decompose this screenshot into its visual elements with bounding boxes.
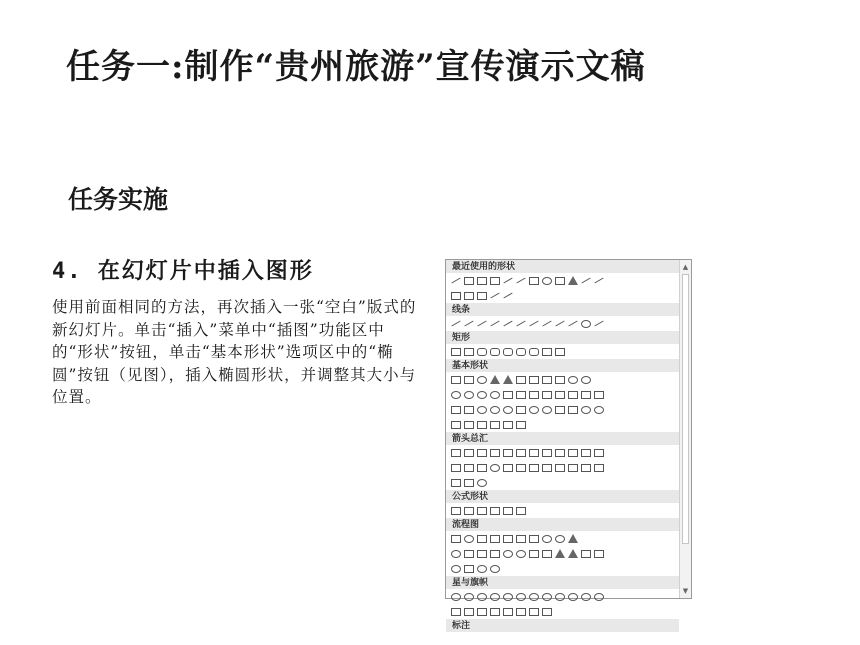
shape-rect-icon[interactable] [477, 421, 487, 429]
shape-round-icon[interactable] [581, 406, 591, 414]
shape-round-icon[interactable] [542, 535, 552, 543]
shape-rect-icon[interactable] [581, 550, 591, 558]
shape-rect-icon[interactable] [451, 406, 461, 414]
shape-round-icon[interactable] [451, 565, 461, 573]
shape-rect-icon[interactable] [490, 507, 500, 515]
scroll-up-icon[interactable]: ▲ [682, 263, 689, 271]
shape-rect-icon[interactable] [516, 608, 526, 616]
shape-round-icon[interactable] [555, 593, 565, 601]
shape-rect-icon[interactable] [516, 507, 526, 515]
shape-round-icon[interactable] [490, 565, 500, 573]
shape-rect-icon[interactable] [451, 479, 461, 487]
shape-line-icon[interactable] [464, 321, 473, 327]
shape-rect-icon[interactable] [477, 292, 487, 300]
shape-line-icon[interactable] [451, 278, 460, 284]
shape-rect-icon[interactable] [555, 406, 565, 414]
shape-rect-icon[interactable] [555, 449, 565, 457]
shape-rect-icon[interactable] [594, 391, 604, 399]
shapes-section-title: 线条 [446, 303, 679, 316]
shape-rect-icon[interactable] [581, 464, 591, 472]
shape-line-icon[interactable] [503, 278, 512, 284]
shape-rect-icon[interactable] [529, 550, 539, 558]
shape-rect-icon[interactable] [568, 449, 578, 457]
shape-rect-icon[interactable] [503, 449, 513, 457]
shape-rect-icon[interactable] [490, 421, 500, 429]
shape-rect-icon[interactable] [451, 292, 461, 300]
shape-round-icon[interactable] [477, 406, 487, 414]
shape-rect-icon[interactable] [477, 608, 487, 616]
shape-rounded-icon[interactable] [490, 348, 500, 356]
shape-rect-icon[interactable] [568, 391, 578, 399]
shapes-row [446, 316, 679, 331]
shapes-section-title: 基本形状 [446, 359, 679, 372]
shape-rect-icon[interactable] [490, 535, 500, 543]
shape-rect-icon[interactable] [451, 464, 461, 472]
shape-rect-icon[interactable] [451, 421, 461, 429]
shape-rect-icon[interactable] [451, 376, 461, 384]
shape-rect-icon[interactable] [542, 550, 552, 558]
shape-round-icon[interactable] [568, 593, 578, 601]
shape-rounded-icon[interactable] [529, 348, 539, 356]
shapes-row [446, 460, 679, 475]
shape-line-icon[interactable] [490, 321, 499, 327]
shape-rect-icon[interactable] [529, 277, 539, 285]
shape-round-icon[interactable] [490, 593, 500, 601]
step-heading: 4. 在幻灯片中插入图形 [52, 259, 314, 284]
shapes-section-title: 箭头总汇 [446, 432, 679, 445]
shape-rect-icon[interactable] [555, 348, 565, 356]
shape-rect-icon[interactable] [594, 449, 604, 457]
shapes-row [446, 589, 679, 604]
shape-rect-icon[interactable] [464, 449, 474, 457]
shape-round-icon[interactable] [503, 593, 513, 601]
shape-round-icon[interactable] [581, 320, 591, 328]
shape-round-icon[interactable] [594, 593, 604, 601]
shape-rect-icon[interactable] [516, 535, 526, 543]
shapes-gallery-list [446, 260, 679, 630]
shape-line-icon[interactable] [594, 321, 603, 327]
shape-line-icon[interactable] [516, 278, 525, 284]
shape-rect-icon[interactable] [490, 608, 500, 616]
shape-rect-icon[interactable] [594, 550, 604, 558]
shape-round-icon[interactable] [464, 593, 474, 601]
shapes-section-title: 公式形状 [446, 490, 679, 503]
shape-round-icon[interactable] [581, 376, 591, 384]
shape-line-icon[interactable] [581, 278, 590, 284]
shape-round-icon[interactable] [503, 550, 513, 558]
shapes-row [446, 344, 679, 359]
shape-rect-icon[interactable] [464, 292, 474, 300]
shape-rect-icon[interactable] [581, 391, 591, 399]
shape-rect-icon[interactable] [490, 550, 500, 558]
shape-tri-icon[interactable] [555, 549, 565, 558]
shape-rect-icon[interactable] [464, 464, 474, 472]
shape-round-icon[interactable] [568, 376, 578, 384]
shape-rect-icon[interactable] [503, 608, 513, 616]
shape-rect-icon[interactable] [464, 376, 474, 384]
shapes-row [446, 604, 679, 619]
shape-line-icon[interactable] [503, 321, 512, 327]
shape-line-icon[interactable] [594, 278, 603, 284]
shape-rect-icon[interactable] [477, 535, 487, 543]
shape-rect-icon[interactable] [464, 550, 474, 558]
shape-round-icon[interactable] [581, 593, 591, 601]
shape-rect-icon[interactable] [503, 507, 513, 515]
shape-round-icon[interactable] [490, 406, 500, 414]
shape-rect-icon[interactable] [490, 277, 500, 285]
shape-rect-icon[interactable] [529, 376, 539, 384]
shape-rect-icon[interactable] [490, 449, 500, 457]
shape-round-icon[interactable] [503, 406, 513, 414]
shape-rect-icon[interactable] [464, 406, 474, 414]
slide-title: 任务一:制作“贵州旅游”宣传演示文稿 [66, 47, 646, 87]
shape-round-icon[interactable] [477, 565, 487, 573]
shape-rect-icon[interactable] [451, 608, 461, 616]
shape-round-icon[interactable] [490, 391, 500, 399]
shape-round-icon[interactable] [542, 593, 552, 601]
shape-rect-icon[interactable] [477, 464, 487, 472]
shape-round-icon[interactable] [529, 593, 539, 601]
shape-rect-icon[interactable] [516, 391, 526, 399]
shape-rect-icon[interactable] [581, 449, 591, 457]
shape-round-icon[interactable] [464, 535, 474, 543]
shape-line-icon[interactable] [529, 321, 538, 327]
shapes-section-title: 标注 [446, 619, 679, 632]
shape-rect-icon[interactable] [503, 391, 513, 399]
shape-round-icon[interactable] [594, 406, 604, 414]
shapes-row [446, 273, 679, 288]
shape-rect-icon[interactable] [464, 565, 474, 573]
shapes-section-title: 星与旗帜 [446, 576, 679, 589]
shape-round-icon[interactable] [555, 535, 565, 543]
shapes-row [446, 288, 679, 303]
shape-rect-icon[interactable] [464, 277, 474, 285]
shape-rect-icon[interactable] [555, 376, 565, 384]
shape-rect-icon[interactable] [516, 421, 526, 429]
shape-rect-icon[interactable] [542, 449, 552, 457]
shape-rect-icon[interactable] [464, 479, 474, 487]
shape-round-icon[interactable] [516, 593, 526, 601]
shape-round-icon[interactable] [542, 277, 552, 285]
shape-rect-icon[interactable] [516, 406, 526, 414]
shape-rounded-icon[interactable] [477, 348, 487, 356]
shape-rect-icon[interactable] [477, 507, 487, 515]
shape-line-icon[interactable] [542, 321, 551, 327]
shape-rect-icon[interactable] [568, 464, 578, 472]
shape-rect-icon[interactable] [555, 464, 565, 472]
shape-rect-icon[interactable] [464, 421, 474, 429]
shape-round-icon[interactable] [451, 593, 461, 601]
shape-rect-icon[interactable] [568, 406, 578, 414]
shape-tri-icon[interactable] [490, 375, 500, 384]
shapes-row [446, 546, 679, 561]
shape-rounded-icon[interactable] [503, 348, 513, 356]
shape-round-icon[interactable] [529, 406, 539, 414]
shape-rect-icon[interactable] [516, 464, 526, 472]
shape-rect-icon[interactable] [503, 464, 513, 472]
shape-round-icon[interactable] [542, 406, 552, 414]
shape-rect-icon[interactable] [516, 449, 526, 457]
shape-round-icon[interactable] [477, 593, 487, 601]
shape-rect-icon[interactable] [529, 535, 539, 543]
shape-rect-icon[interactable] [464, 608, 474, 616]
shape-line-icon[interactable] [503, 293, 512, 299]
shapes-row [446, 372, 679, 387]
shapes-gallery-panel [445, 259, 692, 630]
shapes-gallery-scrollbar[interactable] [679, 260, 691, 598]
shape-round-icon[interactable] [451, 550, 461, 558]
shape-rect-icon[interactable] [464, 507, 474, 515]
shape-rect-icon[interactable] [542, 608, 552, 616]
scroll-down-icon[interactable]: ▼ [682, 587, 689, 595]
shapes-section-title: 最近使用的形状 [446, 260, 679, 273]
shape-rect-icon[interactable] [451, 535, 461, 543]
shape-round-icon[interactable] [490, 464, 500, 472]
shape-rect-icon[interactable] [555, 391, 565, 399]
shapes-row [446, 417, 679, 432]
shape-tri-icon[interactable] [568, 549, 578, 558]
step-description: 使用前面相同的方法，再次插入一张“空白”版式的新幻灯片。单击“插入”菜单中“插图”功能区中的“形状”按钮，单击“基本形状”选项区中的“椭圆”按钮（见图），插入椭圆形状，并调整其大小与位置。 [52, 298, 417, 406]
shape-rect-icon[interactable] [542, 348, 552, 356]
shape-rect-icon[interactable] [464, 348, 474, 356]
shapes-section-title: 矩形 [446, 331, 679, 344]
shape-rect-icon[interactable] [503, 535, 513, 543]
shape-tri-icon[interactable] [568, 534, 578, 543]
shape-round-icon[interactable] [451, 391, 461, 399]
shape-rect-icon[interactable] [529, 464, 539, 472]
shapes-row [446, 503, 679, 518]
shapes-row [446, 475, 679, 490]
shape-rect-icon[interactable] [477, 277, 487, 285]
shapes-row [446, 402, 679, 417]
shape-line-icon[interactable] [555, 321, 564, 327]
shape-round-icon[interactable] [464, 391, 474, 399]
shapes-row [446, 387, 679, 402]
shape-rect-icon[interactable] [542, 391, 552, 399]
shape-rounded-icon[interactable] [516, 348, 526, 356]
shape-rect-icon[interactable] [503, 421, 513, 429]
shape-tri-icon[interactable] [568, 276, 578, 285]
shape-rect-icon[interactable] [451, 449, 461, 457]
slide-subtitle: 任务实施 [68, 185, 169, 214]
shape-rect-icon[interactable] [555, 277, 565, 285]
shape-rect-icon[interactable] [477, 449, 487, 457]
shape-round-icon[interactable] [477, 391, 487, 399]
shapes-row [446, 531, 679, 546]
shape-rect-icon[interactable] [529, 391, 539, 399]
shape-rect-icon[interactable] [477, 550, 487, 558]
shape-rect-icon[interactable] [451, 348, 461, 356]
shape-line-icon[interactable] [451, 321, 460, 327]
shape-rect-icon[interactable] [529, 608, 539, 616]
shape-rect-icon[interactable] [594, 464, 604, 472]
shape-round-icon[interactable] [516, 550, 526, 558]
shape-line-icon[interactable] [477, 321, 486, 327]
shape-round-icon[interactable] [477, 376, 487, 384]
shape-round-icon[interactable] [477, 479, 487, 487]
shape-rect-icon[interactable] [451, 507, 461, 515]
shape-rect-icon[interactable] [529, 449, 539, 457]
shape-rect-icon[interactable] [516, 376, 526, 384]
shapes-section-title: 流程图 [446, 518, 679, 531]
shape-line-icon[interactable] [490, 293, 499, 299]
shape-line-icon[interactable] [568, 321, 577, 327]
shapes-row [446, 445, 679, 460]
scroll-thumb[interactable] [682, 274, 689, 544]
shape-tri-icon[interactable] [503, 375, 513, 384]
shape-rect-icon[interactable] [542, 464, 552, 472]
shapes-row [446, 561, 679, 576]
shape-line-icon[interactable] [516, 321, 525, 327]
shape-rect-icon[interactable] [542, 376, 552, 384]
